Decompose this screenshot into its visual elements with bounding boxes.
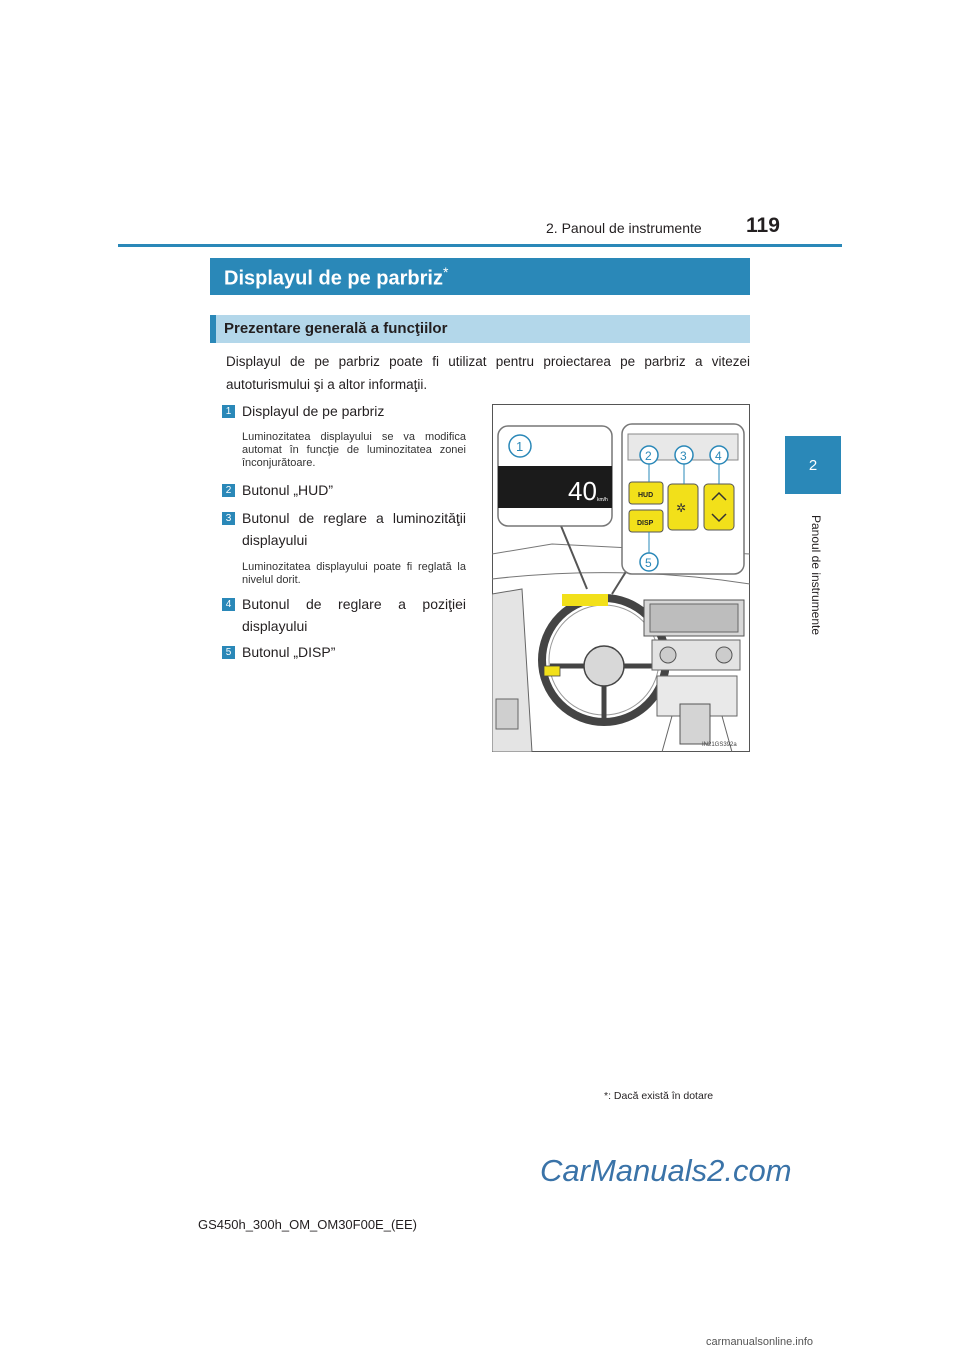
dashboard-illustration (492, 404, 750, 752)
item-number-2: 2 (222, 484, 235, 497)
asterisk-mark: * (442, 264, 449, 280)
subsection-bar (210, 315, 750, 343)
disp-button-text: DISP (637, 520, 654, 527)
chapter-tab: 2 (785, 436, 841, 494)
item-note-3: Luminozitatea displayului poate fi reglată la nivelul dorit. (242, 561, 466, 586)
watermark-carmanuals2: CarManuals2.com (540, 1153, 792, 1188)
header-rule (118, 244, 842, 247)
section-title-bar (210, 258, 750, 295)
item-number-3: 3 (222, 512, 235, 525)
figure-code: IN21GS392a (702, 742, 737, 748)
hud-projection-area-marker (562, 594, 608, 606)
item-label-5: Butonul „DISP” (242, 644, 336, 660)
callout-4: 4 (715, 449, 722, 463)
item-label-2: Butonul „HUD” (242, 482, 334, 498)
hud-button-text: HUD (638, 492, 654, 499)
callout-1: 1 (516, 439, 524, 454)
item-label-4: Butonul de reglare a poziţiei displayului (242, 596, 466, 634)
footer-document-code: GS450h_300h_OM_OM30F00E_(EE) (198, 1217, 417, 1232)
chapter-tab-label: Panoul de instrumente (809, 514, 823, 636)
section-title: Displayul de pe parbriz* (224, 264, 449, 290)
footnote: *: Dacă există în dotare (604, 1090, 714, 1102)
intro-paragraph: Displayul de pe parbriz poate fi utilizat pentru proiectarea pe parbriz a vitezei autoturismului şi a altor informaţii. (226, 354, 750, 392)
item-note-1: Luminozitatea displayului se va modifica automat în funcţie de luminozitatea zonei înconjurătoare. (242, 431, 466, 469)
hud-switch-location-marker (544, 666, 560, 676)
page-number: 119 (746, 214, 780, 237)
item-number-1: 1 (222, 405, 235, 418)
footnote-mark: * (604, 1090, 609, 1102)
item-number-5: 5 (222, 646, 235, 659)
position-switch-illustration (704, 484, 734, 530)
hud-speed-value: 40 (568, 476, 597, 506)
running-header-section: 2. Panoul de instrumente (546, 220, 702, 236)
subsection-accent (210, 315, 216, 343)
watermark-carmanualsonline: carmanualsonline.info (706, 1336, 814, 1348)
item-label-1: Displayul de pe parbriz (242, 403, 385, 419)
item-label-3: Butonul de reglare a luminozităţii displayului (242, 510, 466, 548)
hud-speed-unit: km/h (597, 497, 608, 503)
callout-3: 3 (680, 449, 687, 463)
callout-2: 2 (645, 449, 652, 463)
item-number-4: 4 (222, 598, 235, 611)
subsection-title: Prezentare generală a funcţiilor (224, 320, 448, 337)
brightness-icon: ✲ (676, 501, 687, 515)
callout-5: 5 (645, 556, 652, 570)
